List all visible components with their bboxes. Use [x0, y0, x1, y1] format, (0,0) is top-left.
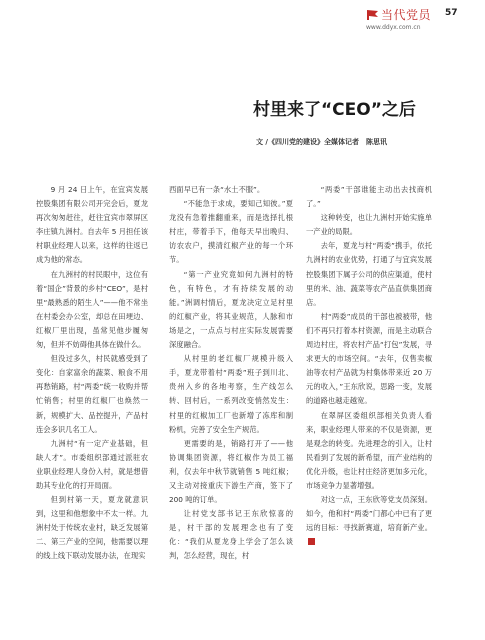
paragraph: 让村党支部书记王东欣惊喜的是，村干部的发展理念也有了变化：“我们从夏龙身上学会了怎么谈判，怎么经营，现在，村: [169, 509, 293, 561]
end-of-article-icon: [308, 538, 315, 545]
page-number: 57: [445, 8, 458, 18]
article-column-1: [36, 183, 148, 564]
paragraph: “不能急于求成，要知己知彼。”夏龙没有急着推翻重来，而是选择扎根村庄，带着手下，他每天早出晚归、访农农户，摸清红椒产业的每一个环节。: [169, 199, 293, 265]
paragraph: 但到村第一天，夏龙就意识到，这里和他想象中不太一样。九洲村处于传统农业村，缺乏发展第二、第三产业的空间，他需要以理的线上线下联动发展办法，在现实: [36, 495, 148, 561]
publication-logo: [366, 6, 438, 32]
article-byline: 文 /《四川党的建设》全媒体记者 陈思讯: [256, 138, 387, 146]
paragraph: 从村里的老红椒厂规模升级入手，夏龙带着村“两委”班子到川北、贵州入乡的各地考察，生产线怎么转、回村后，一系列改变悄然发生：村里的红椒加工厂也新增了冻库和制粉机，完善了安全生产规范。: [169, 354, 293, 434]
paragraph: 这种转变，也让九洲村开始实施单一产业的局限。: [306, 213, 432, 237]
article-title: 村里来了“CEO”之后: [253, 100, 416, 120]
paragraph: 但没过多久，村民就感受到了变化：自家富余的蔬菜、粮食不用再愁销路，村“两委”统一收购并帮忙销售；村里的红椒厂也焕然一新，规模扩大、品控提升，产品村连会多识几名工人。: [36, 354, 148, 434]
paragraph: 九洲村“有一定产业基础，但缺人才”。市委组织部通过派驻农业职业经理人身份入村，就是想借助其专业化的打开局面。: [36, 438, 148, 490]
article-column-2: [169, 183, 293, 564]
paragraph: 更需要的是，销路打开了——他协调集团资源，将红椒作为员工福利，仅去年中秋节就销售 5 吨红椒；又主动对接重庆下游生产商，签下了 200 吨的订单。: [169, 438, 293, 505]
paragraph: 西面早已有一条“水土不服”。: [169, 185, 265, 194]
article-column-3: [306, 183, 432, 549]
paragraph: 在翠屏区委组织部相关负责人看来，职业经理人带来的不仅是资源，更是观念的转变。先进理念的引入，让村民看到了发展的新希望，而产业结构的优化升级，也让村庄经济更加多元化，市场竞争力显著增强。: [306, 410, 432, 490]
paragraph: 去年，夏龙与村“两委”携手，依托九洲村的农业优势，打通了与宜宾发展控股集团下属子公司的供应渠道，使村里的米、油、蔬菜等农产品直供集团商店。: [306, 241, 432, 307]
paragraph: 村“两委”成员的干部也被被带，他们不再只打着本村资源，而是主动联合周边村庄，将农村产品“打包”发展，寻求更大的市场空间。“去年，仅售卖椒油等农村产品就为村集体带来近 20 万元的收入，”王东欣说，思路一变，发展的道路也越走越宽。: [306, 311, 432, 406]
logo-text: 当代党员: [381, 8, 432, 22]
flag-emblem-icon: [366, 9, 380, 21]
logo-url: www.ddyx.com.cn: [366, 24, 421, 31]
paragraph: “第一产业究竟如何九洲村的特色，有特色，才有持续发展的动能。”洲调村情后，夏龙决定立足村里的红椒产业，将其业规范，人脉和市场是之，一点点与村庄实际发展需要深度融合。: [169, 269, 293, 350]
paragraph: 在九洲村的村民眼中，这位有着“国企”背景的乡村“CEO”，是村里“最熟悉的陌生人”——他不常坐在村委会办公室，却总在田埂边、红椒厂里出现，虽常见他步履匆匆，但并不妨碍他具体在做什么。: [36, 269, 148, 350]
paragraph: “两委”干部谁能主动出去找商机了。”: [306, 185, 432, 209]
paragraph: 9 月 24 日上午，在宜宾发展控股集团有限公司开完会后，夏龙再次匆匆赶往，赶往宜宾市翠屏区李庄镇九洲村。自去年 5 月担任该村职业经理人以来，这样的往返已成为他的常态。: [36, 185, 148, 265]
paragraph: 对这一点，王东欣等党支员深刻。如今，他和村“两委”门都心中已有了更远的目标：寻找新赛道，培育新产业。: [306, 495, 432, 533]
